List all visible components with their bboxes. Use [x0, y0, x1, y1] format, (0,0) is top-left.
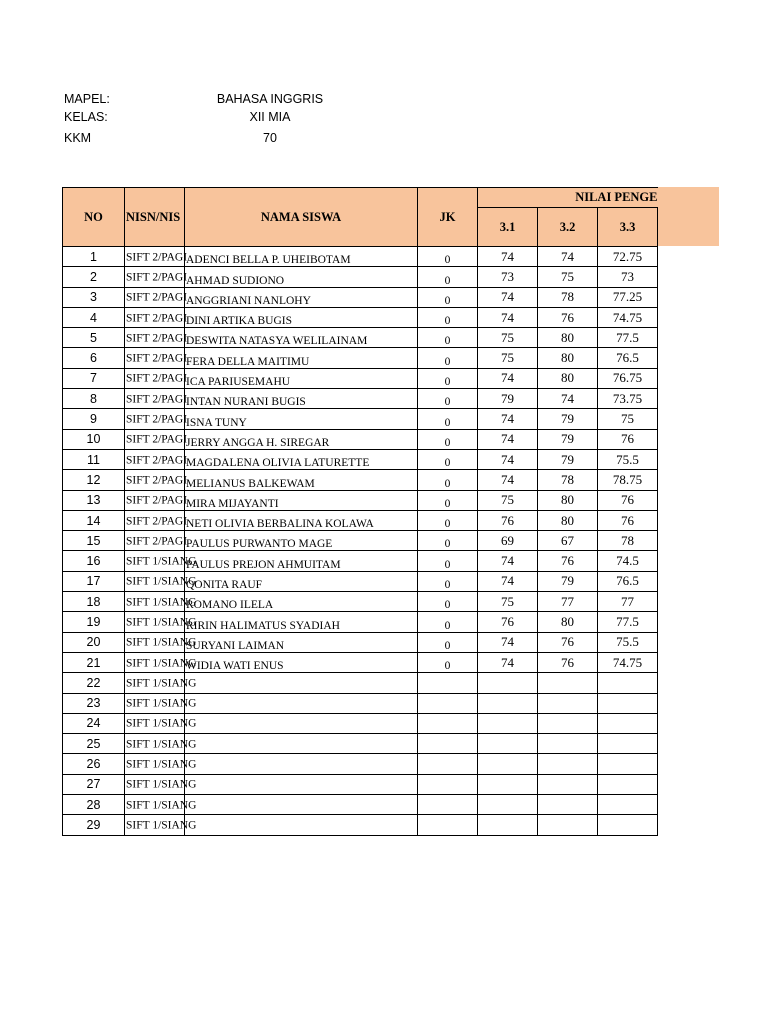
row-no: 5	[63, 328, 125, 348]
row-jk: 0	[418, 652, 478, 672]
row-nisn	[125, 449, 188, 469]
row-score-3-1: 74	[478, 287, 538, 307]
row-no: 28	[63, 795, 125, 815]
row-score-3-2: 79	[538, 429, 598, 449]
table-row	[63, 531, 658, 551]
table-row	[63, 409, 658, 429]
row-nisn-text: SIFT 2/PAGI	[126, 312, 188, 325]
row-nisn-text: SIFT 1/SIANG	[126, 636, 197, 649]
row-score-3-3	[598, 673, 658, 693]
row-nisn	[125, 287, 188, 307]
row-nisn-text: SIFT 1/SIANG	[126, 575, 197, 588]
row-no: 3	[63, 287, 125, 307]
row-score-3-2	[538, 815, 598, 835]
row-nama: ANGGRIANI NANLOHY	[185, 287, 418, 307]
row-score-3-1: 74	[478, 429, 538, 449]
table-row	[63, 490, 658, 510]
row-score-3-2: 76	[538, 307, 598, 327]
row-score-3-2: 80	[538, 348, 598, 368]
row-score-3-1: 75	[478, 592, 538, 612]
row-score-3-1	[478, 693, 538, 713]
row-nisn-text: SIFT 2/PAGI	[126, 433, 188, 446]
row-score-3-2: 80	[538, 510, 598, 530]
row-no: 25	[63, 734, 125, 754]
table-row	[63, 389, 658, 409]
row-nama: ISNA TUNY	[185, 409, 418, 429]
row-jk: 0	[418, 531, 478, 551]
row-nisn	[125, 754, 197, 774]
row-nisn	[125, 774, 197, 794]
row-nisn	[125, 470, 188, 490]
row-nisn-text: SIFT 2/PAGI	[126, 332, 188, 345]
row-no: 18	[63, 592, 125, 612]
row-nisn-text: SIFT 1/SIANG	[126, 819, 197, 832]
row-score-3-2: 79	[538, 409, 598, 429]
row-score-3-3: 77.5	[598, 612, 658, 632]
row-no: 7	[63, 368, 125, 388]
row-nama: DESWITA NATASYA WELILAINAM	[185, 328, 418, 348]
row-nisn-text: SIFT 2/PAGI	[126, 474, 188, 487]
row-score-3-2: 80	[538, 490, 598, 510]
row-no: 4	[63, 307, 125, 327]
row-nisn	[125, 592, 197, 612]
table-row	[63, 612, 658, 632]
row-nama: QONITA RAUF	[185, 571, 418, 591]
row-nama: PAULUS PREJON AHMUITAM	[185, 551, 418, 571]
row-nisn-text: SIFT 2/PAGI	[126, 535, 188, 548]
row-no: 23	[63, 693, 125, 713]
row-nama: PAULUS PURWANTO MAGE	[185, 531, 418, 551]
row-nisn-text: SIFT 2/PAGI	[126, 494, 188, 507]
row-score-3-3: 73	[598, 267, 658, 287]
row-nama: AHMAD SUDIONO	[185, 267, 418, 287]
row-score-3-2: 78	[538, 470, 598, 490]
row-score-3-2: 79	[538, 571, 598, 591]
row-score-3-3	[598, 795, 658, 815]
table-row	[63, 328, 658, 348]
row-score-3-3: 78.75	[598, 470, 658, 490]
row-nisn	[125, 510, 188, 530]
row-score-3-3	[598, 774, 658, 794]
table-row	[63, 267, 658, 287]
row-score-3-3: 74.5	[598, 551, 658, 571]
row-nama: ICA PARIUSEMAHU	[185, 368, 418, 388]
row-score-3-2: 76	[538, 632, 598, 652]
row-nisn-text: SIFT 2/PAGI	[126, 515, 188, 528]
header-nilai-group: NILAI PENGE	[478, 188, 658, 208]
row-score-3-1: 69	[478, 531, 538, 551]
row-score-3-3: 75	[598, 409, 658, 429]
table-row	[63, 774, 658, 794]
row-no: 11	[63, 449, 125, 469]
row-no: 19	[63, 612, 125, 632]
row-jk: 0	[418, 490, 478, 510]
row-jk	[418, 815, 478, 835]
table-row	[63, 652, 658, 672]
row-score-3-2: 79	[538, 449, 598, 469]
row-nisn	[125, 409, 188, 429]
row-score-3-1: 74	[478, 409, 538, 429]
row-score-3-2: 74	[538, 389, 598, 409]
row-nisn	[125, 328, 188, 348]
row-nisn-text: SIFT 1/SIANG	[126, 677, 197, 690]
row-nama	[185, 673, 418, 693]
row-jk	[418, 693, 478, 713]
row-jk: 0	[418, 551, 478, 571]
row-score-3-3	[598, 713, 658, 733]
row-score-3-2: 80	[538, 328, 598, 348]
row-nisn	[125, 612, 197, 632]
row-nisn	[125, 815, 197, 835]
row-score-3-3: 75.5	[598, 632, 658, 652]
row-score-3-1	[478, 754, 538, 774]
row-no: 29	[63, 815, 125, 835]
row-score-3-2: 77	[538, 592, 598, 612]
row-score-3-1: 74	[478, 449, 538, 469]
row-score-3-2	[538, 673, 598, 693]
row-nisn	[125, 693, 197, 713]
row-nisn-text: SIFT 2/PAGI	[126, 271, 188, 284]
row-nisn-text: SIFT 1/SIANG	[126, 555, 197, 568]
row-nisn-text: SIFT 1/SIANG	[126, 758, 197, 771]
row-nisn-text: SIFT 2/PAGI	[126, 352, 188, 365]
row-nisn	[125, 734, 197, 754]
row-jk	[418, 673, 478, 693]
row-no: 8	[63, 389, 125, 409]
row-nama: ROMANO ILELA	[185, 592, 418, 612]
row-score-3-2: 75	[538, 267, 598, 287]
row-score-3-2: 67	[538, 531, 598, 551]
row-score-3-1: 74	[478, 551, 538, 571]
row-no: 21	[63, 652, 125, 672]
row-no: 26	[63, 754, 125, 774]
row-no: 10	[63, 429, 125, 449]
grade-table	[62, 187, 658, 836]
row-nisn-text: SIFT 2/PAGI	[126, 251, 188, 264]
row-jk: 0	[418, 592, 478, 612]
row-jk: 0	[418, 348, 478, 368]
row-jk: 0	[418, 470, 478, 490]
row-no: 17	[63, 571, 125, 591]
row-jk: 0	[418, 632, 478, 652]
row-jk: 0	[418, 571, 478, 591]
header-k2: 3.2	[538, 208, 598, 247]
row-jk: 0	[418, 449, 478, 469]
row-nama: INTAN NURANI BUGIS	[185, 389, 418, 409]
row-score-3-2	[538, 774, 598, 794]
row-nama	[185, 815, 418, 835]
row-score-3-3	[598, 815, 658, 835]
row-nama: NETI OLIVIA BERBALINA KOLAWA	[185, 510, 418, 530]
row-nisn-text: SIFT 1/SIANG	[126, 718, 197, 731]
row-score-3-2	[538, 693, 598, 713]
row-nisn-text: SIFT 1/SIANG	[126, 697, 197, 710]
kkm-label: KKM	[64, 131, 92, 145]
table-row	[63, 734, 658, 754]
row-jk: 0	[418, 368, 478, 388]
table-row	[63, 470, 658, 490]
row-nisn	[125, 247, 188, 267]
row-jk: 0	[418, 510, 478, 530]
table-row	[63, 632, 658, 652]
mapel-label: MAPEL:	[64, 92, 110, 106]
header-jk: JK	[418, 188, 478, 247]
row-nisn	[125, 713, 197, 733]
row-nama: FERA DELLA MAITIMU	[185, 348, 418, 368]
row-no: 22	[63, 673, 125, 693]
table-row	[63, 429, 658, 449]
row-score-3-1: 74	[478, 571, 538, 591]
row-score-3-3: 77.25	[598, 287, 658, 307]
mapel-value: BAHASA INGGRIS	[216, 92, 324, 106]
table-row	[63, 815, 658, 835]
row-no: 6	[63, 348, 125, 368]
table-row	[63, 247, 658, 267]
row-jk	[418, 713, 478, 733]
row-score-3-2: 74	[538, 247, 598, 267]
row-no: 1	[63, 247, 125, 267]
row-score-3-3: 74.75	[598, 652, 658, 672]
row-no: 27	[63, 774, 125, 794]
row-nama	[185, 795, 418, 815]
row-nisn-text: SIFT 2/PAGI	[126, 413, 188, 426]
row-score-3-3	[598, 754, 658, 774]
row-jk: 0	[418, 328, 478, 348]
row-score-3-2	[538, 713, 598, 733]
table-row	[63, 673, 658, 693]
row-nama: MIRA MIJAYANTI	[185, 490, 418, 510]
row-score-3-1	[478, 815, 538, 835]
row-score-3-3: 78	[598, 531, 658, 551]
row-jk: 0	[418, 429, 478, 449]
table-row	[63, 551, 658, 571]
row-score-3-2: 76	[538, 652, 598, 672]
row-nisn-text: SIFT 2/PAGI	[126, 454, 188, 467]
row-jk	[418, 795, 478, 815]
row-nisn	[125, 632, 197, 652]
table-body	[63, 247, 658, 836]
table-row	[63, 713, 658, 733]
row-score-3-1: 74	[478, 247, 538, 267]
row-score-3-3: 75.5	[598, 449, 658, 469]
row-jk	[418, 734, 478, 754]
row-score-3-1: 76	[478, 510, 538, 530]
row-score-3-1	[478, 713, 538, 733]
row-jk: 0	[418, 307, 478, 327]
row-nisn-text: SIFT 2/PAGI	[126, 393, 188, 406]
row-nama: SURYANI LAIMAN	[185, 632, 418, 652]
table-row	[63, 510, 658, 530]
row-score-3-1: 76	[478, 612, 538, 632]
row-score-3-3: 76	[598, 510, 658, 530]
table-row	[63, 449, 658, 469]
row-no: 24	[63, 713, 125, 733]
row-jk	[418, 754, 478, 774]
row-score-3-3: 74.75	[598, 307, 658, 327]
row-nama: MELIANUS BALKEWAM	[185, 470, 418, 490]
row-score-3-3: 77.5	[598, 328, 658, 348]
row-nama: RIRIN HALIMATUS SYADIAH	[185, 612, 418, 632]
row-nisn	[125, 795, 197, 815]
row-nama	[185, 693, 418, 713]
row-nisn-text: SIFT 1/SIANG	[126, 738, 197, 751]
row-nisn	[125, 267, 188, 287]
header-k1: 3.1	[478, 208, 538, 247]
row-nisn	[125, 571, 197, 591]
row-nama	[185, 774, 418, 794]
row-score-3-3: 76.75	[598, 368, 658, 388]
row-nama	[185, 754, 418, 774]
kelas-label: KELAS:	[64, 110, 108, 124]
table-row	[63, 307, 658, 327]
row-jk: 0	[418, 267, 478, 287]
row-nisn	[125, 389, 188, 409]
row-no: 13	[63, 490, 125, 510]
kkm-value: 70	[263, 131, 277, 145]
row-no: 2	[63, 267, 125, 287]
row-nisn	[125, 673, 197, 693]
row-nisn-text: SIFT 1/SIANG	[126, 799, 197, 812]
row-nisn	[125, 348, 188, 368]
row-score-3-3: 76	[598, 429, 658, 449]
row-nisn-text: SIFT 1/SIANG	[126, 778, 197, 791]
row-nisn	[125, 490, 188, 510]
row-jk: 0	[418, 389, 478, 409]
table-row	[63, 754, 658, 774]
row-no: 20	[63, 632, 125, 652]
row-no: 14	[63, 510, 125, 530]
table-row	[63, 571, 658, 591]
row-score-3-1: 74	[478, 470, 538, 490]
row-jk: 0	[418, 612, 478, 632]
row-score-3-3: 76.5	[598, 348, 658, 368]
row-nisn-text: SIFT 2/PAGI	[126, 373, 188, 386]
row-score-3-2: 80	[538, 368, 598, 388]
row-score-3-2: 76	[538, 551, 598, 571]
row-nisn	[125, 531, 188, 551]
row-score-3-2: 78	[538, 287, 598, 307]
row-no: 16	[63, 551, 125, 571]
row-score-3-1	[478, 734, 538, 754]
row-nisn	[125, 307, 188, 327]
row-score-3-3: 76	[598, 490, 658, 510]
row-nama	[185, 734, 418, 754]
row-score-3-2	[538, 754, 598, 774]
row-nama: WIDIA WATI ENUS	[185, 652, 418, 672]
row-score-3-3: 76.5	[598, 571, 658, 591]
row-score-3-1: 73	[478, 267, 538, 287]
header-nisn: NISN/NIS	[125, 188, 185, 247]
row-nisn-text: SIFT 2/PAGI	[126, 291, 188, 304]
header-k3: 3.3	[598, 208, 658, 247]
row-nama: DINI ARTIKA BUGIS	[185, 307, 418, 327]
row-no: 15	[63, 531, 125, 551]
row-score-3-1: 74	[478, 368, 538, 388]
row-score-3-1: 79	[478, 389, 538, 409]
row-no: 9	[63, 409, 125, 429]
row-score-3-1: 75	[478, 328, 538, 348]
row-score-3-1	[478, 673, 538, 693]
row-score-3-2: 80	[538, 612, 598, 632]
row-nama: MAGDALENA OLIVIA LATURETTE	[185, 449, 418, 469]
table-row	[63, 693, 658, 713]
row-nama: ADENCI BELLA P. UHEIBOTAM	[185, 247, 418, 267]
row-nisn	[125, 551, 197, 571]
row-score-3-2	[538, 734, 598, 754]
row-no: 12	[63, 470, 125, 490]
table-row	[63, 348, 658, 368]
row-nisn	[125, 429, 188, 449]
row-score-3-1: 74	[478, 307, 538, 327]
header-no: NO	[63, 188, 125, 247]
header-row-top	[63, 188, 658, 208]
row-nisn-text: SIFT 1/SIANG	[126, 616, 197, 629]
row-score-3-1: 75	[478, 348, 538, 368]
row-score-3-3: 77	[598, 592, 658, 612]
table-row	[63, 592, 658, 612]
row-score-3-2	[538, 795, 598, 815]
row-nisn-text: SIFT 1/SIANG	[126, 657, 197, 670]
row-jk: 0	[418, 247, 478, 267]
row-score-3-3: 72.75	[598, 247, 658, 267]
row-score-3-1: 74	[478, 652, 538, 672]
table-row	[63, 287, 658, 307]
row-score-3-1	[478, 795, 538, 815]
row-score-3-1	[478, 774, 538, 794]
row-nama	[185, 713, 418, 733]
row-jk	[418, 774, 478, 794]
row-nisn	[125, 368, 188, 388]
row-nisn-text: SIFT 1/SIANG	[126, 596, 197, 609]
row-score-3-1: 75	[478, 490, 538, 510]
row-nisn	[125, 652, 197, 672]
header-nama: NAMA SISWA	[185, 188, 418, 247]
kelas-value: XII MIA	[249, 110, 291, 124]
row-jk: 0	[418, 287, 478, 307]
table-row	[63, 795, 658, 815]
row-score-3-3: 73.75	[598, 389, 658, 409]
row-score-3-3	[598, 693, 658, 713]
row-jk: 0	[418, 409, 478, 429]
table-row	[63, 368, 658, 388]
row-score-3-1: 74	[478, 632, 538, 652]
row-nama: JERRY ANGGA H. SIREGAR	[185, 429, 418, 449]
row-score-3-3	[598, 734, 658, 754]
